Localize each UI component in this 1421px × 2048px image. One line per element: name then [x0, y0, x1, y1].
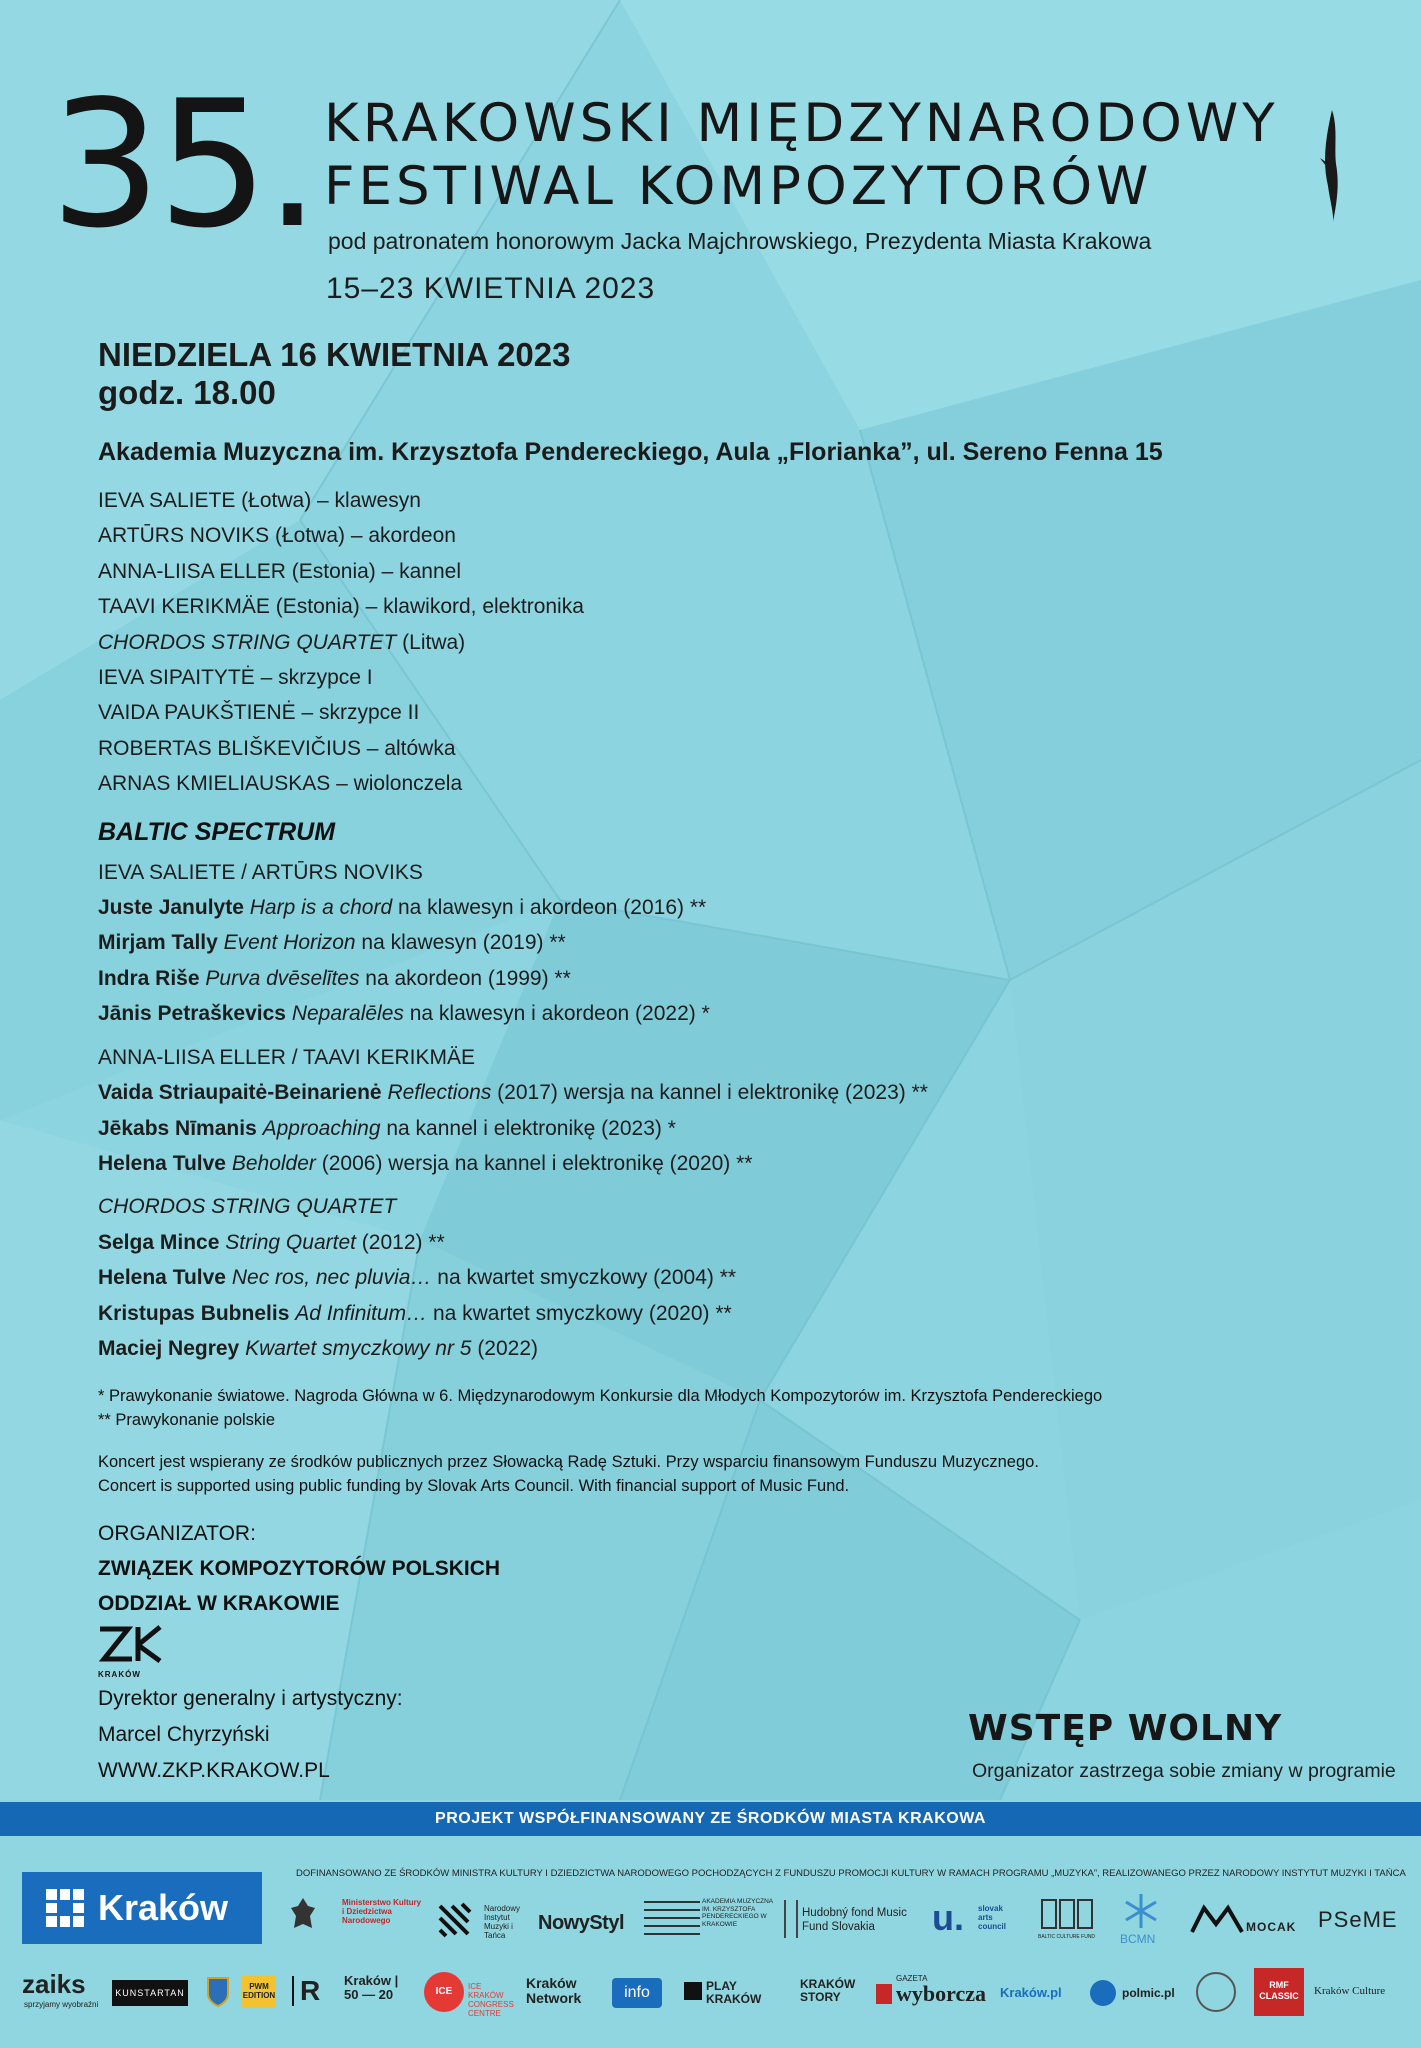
rmf-classic-logo: RMF CLASSIC: [1254, 1968, 1304, 2016]
work-title: Ad Infinitum…: [295, 1301, 428, 1325]
group-heading: [98, 1189, 1328, 1224]
nimit-mark-icon: [436, 1902, 472, 1941]
composer: Juste Janulyte: [98, 896, 244, 920]
info-logo: info: [612, 1978, 662, 2008]
title-line-1: KRAKOWSKI MIĘDZYNARODOWY: [324, 93, 1279, 154]
program-item: [98, 961, 1328, 996]
website-link[interactable]: WWW.ZKP.KRAKOW.PL: [98, 1759, 330, 1783]
work-title: Beholder: [231, 1151, 316, 1175]
work-details: (2017) wersja na kannel i elektronikę (2023) **: [491, 1081, 928, 1105]
work-details: na akordeon (1999) **: [359, 966, 571, 990]
hudobny-mark-icon: [784, 1900, 798, 1938]
director-name: Marcel Chyrzyński: [98, 1723, 270, 1747]
performer: ARTŪRS NOVIKS (Łotwa) – akordeon: [98, 524, 456, 548]
work-details: na klawesyn i akordeon (2016) **: [392, 896, 707, 920]
circle-emblem-icon: [1196, 1972, 1236, 2012]
organizer-label: ORGANIZATOR:: [98, 1522, 256, 1546]
krakow-pl-logo: Kraków.pl: [1000, 1985, 1062, 2000]
performer-ensemble: [98, 625, 1328, 660]
composer: Indra Riše: [98, 966, 200, 990]
footnote-polish-premiere: ** Prawykonanie polskie: [98, 1411, 276, 1430]
composer: Helena Tulve: [98, 1266, 226, 1290]
ministry-funding-note: DOFINANSOWANO ZE ŚRODKÓW MINISTRA KULTURY I DZIEDZICTWA NARODOWEGO POCHODZĄCYCH Z FUNDUSZU PROMOCJI KULTURY W RAMACH PROGRAMU „MUZYKA”, REALIZOWANEGO PRZEZ NARODOWY INSTYTUT MUZYKI I TAŃCA: [296, 1868, 1406, 1879]
bird-logo-icon: [1312, 106, 1352, 226]
work-details: na kannel i elektronikę (2023) *: [380, 1116, 676, 1140]
patronage-text: pod patronatem honorowym Jacka Majchrowskiego, Prezydenta Miasta Krakowa: [328, 228, 1152, 254]
slovak-arts-mark-icon: u.: [932, 1897, 964, 1938]
group-heading-text: CHORDOS STRING QUARTET: [98, 1195, 397, 1219]
work-details: na kwartet smyczkowy (2004) **: [431, 1266, 737, 1290]
composer: Vaida Striaupaitė-Beinarienė: [98, 1081, 382, 1105]
pseme-logo: PSeME: [1318, 1907, 1398, 1932]
work-details: na klawesyn (2019) **: [355, 931, 566, 955]
composer: Mirjam Tally: [98, 931, 218, 955]
mocak-logo: MOCAK: [1246, 1920, 1297, 1934]
wyborcza-mark-icon: [876, 1984, 892, 2004]
akademia-logo: AKADEMIA MUZYCZNA IM. KRZYSZTOFA PENDERECKIEGO W KRAKOWIE: [702, 1898, 773, 1928]
work-title: Nec ros, nec pluvia…: [231, 1266, 432, 1290]
performer: ROBERTAS BLIŠKEVIČIUS – altówka: [98, 736, 456, 760]
coat-of-arms-icon: [206, 1976, 230, 2008]
work-title: Approaching: [262, 1116, 381, 1140]
ensemble-country: (Litwa): [402, 630, 466, 654]
bcf-logo: BALTIC CULTURE FUND: [1038, 1934, 1096, 1940]
program-item: [98, 1111, 1328, 1146]
support-pl: Koncert jest wspierany ze środków publicznych przez Słowacką Radę Sztuki. Przy wsparciu finansowym Funduszu Muzycznego.: [98, 1453, 1039, 1472]
krakow-5020-logo: Kraków | 50 — 20: [344, 1973, 399, 2002]
pwm-logo: PWM EDITION: [242, 1976, 276, 2008]
krakow-logo-text: Kraków: [98, 1887, 229, 1928]
bcf-mark-icon: [1040, 1898, 1096, 1938]
performers-list: [98, 483, 1328, 802]
composer: Kristupas Bubnelis: [98, 1301, 290, 1325]
work-details: (2006) wersja na kannel i elektronikę (2020) **: [315, 1151, 753, 1175]
performer: ANNA-LIISA ELLER (Estonia) – kannel: [98, 559, 462, 583]
program-item: [98, 1331, 1328, 1366]
festival-title: [324, 92, 1279, 218]
ensemble-name: CHORDOS STRING QUARTET: [98, 630, 397, 654]
program-change-note: Organizator zastrzega sobie zmiany w programie: [972, 1760, 1396, 1782]
program-item: [98, 890, 1328, 925]
zaiks-tagline: sprzyjamy wyobraźni: [24, 2000, 99, 2009]
krakow-logo-icon: [46, 1889, 84, 1927]
title-line-2: FESTIWAL KOMPOZYTORÓW: [324, 156, 1153, 217]
composer: Jēkabs Nīmanis: [98, 1116, 257, 1140]
krakow-culture-logo: Kraków Culture: [1314, 1985, 1386, 1997]
program-item: [98, 925, 1328, 960]
play-krakow-logo: PLAY KRAKÓW: [706, 1979, 762, 2006]
work-details: na klawesyn i akordeon (2022) *: [403, 1002, 710, 1026]
organizer-block: [98, 1516, 1328, 1621]
work-details: (2022): [471, 1336, 539, 1360]
mocak-mark-icon: [1190, 1904, 1244, 1934]
performer: VAIDA PAUKŠTIENĖ – skrzypce II: [98, 701, 420, 725]
work-title: Event Horizon: [223, 931, 356, 955]
bcmn-snowflake-icon: [1122, 1892, 1160, 1930]
free-entry-title: WSTĘP WOLNY: [968, 1708, 1283, 1749]
bcmn-logo: BCMN: [1120, 1932, 1156, 1946]
performer: IEVA SALIETE (Łotwa) – klawesyn: [98, 489, 421, 512]
support-note: [98, 1450, 1328, 1498]
program-item: [98, 1260, 1328, 1295]
composer: Helena Tulve: [98, 1151, 226, 1175]
program-item: [98, 1146, 1328, 1181]
nimit-logo: Narodowy Instytut Muzyki i Tańca: [484, 1904, 521, 1940]
work-details: na kwartet smyczkowy (2020) **: [427, 1301, 732, 1325]
event-day: NIEDZIELA 16 KWIETNIA 2023: [98, 336, 571, 373]
group-heading: IEVA SALIETE / ARTŪRS NOVIKS: [98, 860, 423, 884]
program-item: [98, 1075, 1328, 1110]
organizer-name-1: ZWIĄZEK KOMPOZYTORÓW POLSKICH: [98, 1557, 501, 1581]
r-mark-icon: R: [292, 1976, 320, 2006]
zaiks-logo: zaiks: [22, 1969, 86, 1999]
krakow-story-logo: KRAKÓW STORY: [800, 1977, 856, 2004]
play-mark-icon: [684, 1982, 702, 2000]
slovak-arts-logo: slovak arts council: [978, 1904, 1007, 1931]
support-en: Concert is supported using public funding by Slovak Arts Council. With financial support of Music Fund.: [98, 1477, 850, 1496]
zkp-logo: [98, 1625, 178, 1680]
work-title: Purva dvēselītes: [205, 966, 360, 990]
work-title: Harp is a chord: [249, 896, 393, 920]
eagle-emblem-icon: [290, 1896, 316, 1936]
program-item: [98, 1225, 1328, 1260]
organizer-name-2: ODDZIAŁ W KRAKOWIE: [98, 1592, 340, 1616]
polmic-logo: polmic.pl: [1122, 1986, 1175, 2000]
work-title: Neparalēles: [291, 1002, 404, 1026]
event-time: godz. 18.00: [98, 374, 276, 411]
footnote-world-premiere: * Prawykonanie światowe. Nagroda Główna w 6. Międzynarodowym Konkursie dla Młodych Kompozytorów im. Krzysztofa Pendereckiego: [98, 1387, 1103, 1406]
group-heading: ANNA-LIISA ELLER / TAAVI KERIKMÄE: [98, 1045, 475, 1069]
event-venue: Akademia Muzyczna im. Krzysztofa Pendereckiego, Aula „Florianka”, ul. Sereno Fenna 15: [98, 438, 1163, 466]
program-item: [98, 996, 1328, 1031]
program-item: [98, 1296, 1328, 1331]
zkp-logo-text: KRAKÓW: [98, 1670, 141, 1680]
ice-logo: ICE KRAKÓW CONGRESS CENTRE: [468, 1982, 514, 2018]
program-title: BALTIC SPECTRUM: [98, 817, 336, 846]
work-title: String Quartet: [225, 1230, 356, 1254]
kunstartan-logo: KUNSTARTAN: [112, 1980, 188, 2006]
performer: ARNAS KMIELIAUSKAS – wiolonczela: [98, 772, 463, 796]
composer: Maciej Negrey: [98, 1336, 240, 1360]
edition-number: 35.: [50, 64, 317, 267]
festival-dates: 15–23 KWIETNIA 2023: [326, 272, 656, 305]
polmic-mark-icon: [1090, 1980, 1116, 2006]
ministry-logo: Ministerstwo Kultury i Dziedzictwa Narodowego: [342, 1898, 422, 1925]
wyborcza-logo: wyborcza: [896, 1981, 987, 2006]
work-details: (2012) **: [355, 1230, 445, 1254]
zkp-logo-icon: [98, 1625, 178, 1665]
composer: Selga Mince: [98, 1230, 220, 1254]
composer: Jānis Petraškevics: [98, 1002, 286, 1026]
hudobny-logo: Hudobný fond Music Fund Slovakia: [802, 1907, 907, 1933]
program-content: [98, 336, 1328, 1789]
footnotes: [98, 1384, 1328, 1432]
work-title: Reflections: [387, 1081, 492, 1105]
krakow-logo: [22, 1872, 262, 1944]
ice-mark-icon: ICE: [424, 1972, 464, 2012]
city-cofinance-band: PROJEKT WSPÓŁFINANSOWANY ZE ŚRODKÓW MIASTA KRAKOWA: [0, 1802, 1421, 1836]
work-title: Kwartet smyczkowy nr 5: [245, 1336, 472, 1360]
akademia-lines-icon: [644, 1898, 700, 1940]
wyborcza-label: GAZETA: [896, 1974, 928, 1983]
director-label: Dyrektor generalny i artystyczny:: [98, 1687, 403, 1711]
performer: TAAVI KERIKMÄE (Estonia) – klawikord, elektronika: [98, 595, 584, 619]
nowystyl-logo: NowyStyl: [538, 1912, 625, 1934]
krakow-network-logo: Kraków Network: [526, 1975, 582, 2006]
performer: IEVA SIPAITYTĖ – skrzypce I: [98, 666, 373, 690]
